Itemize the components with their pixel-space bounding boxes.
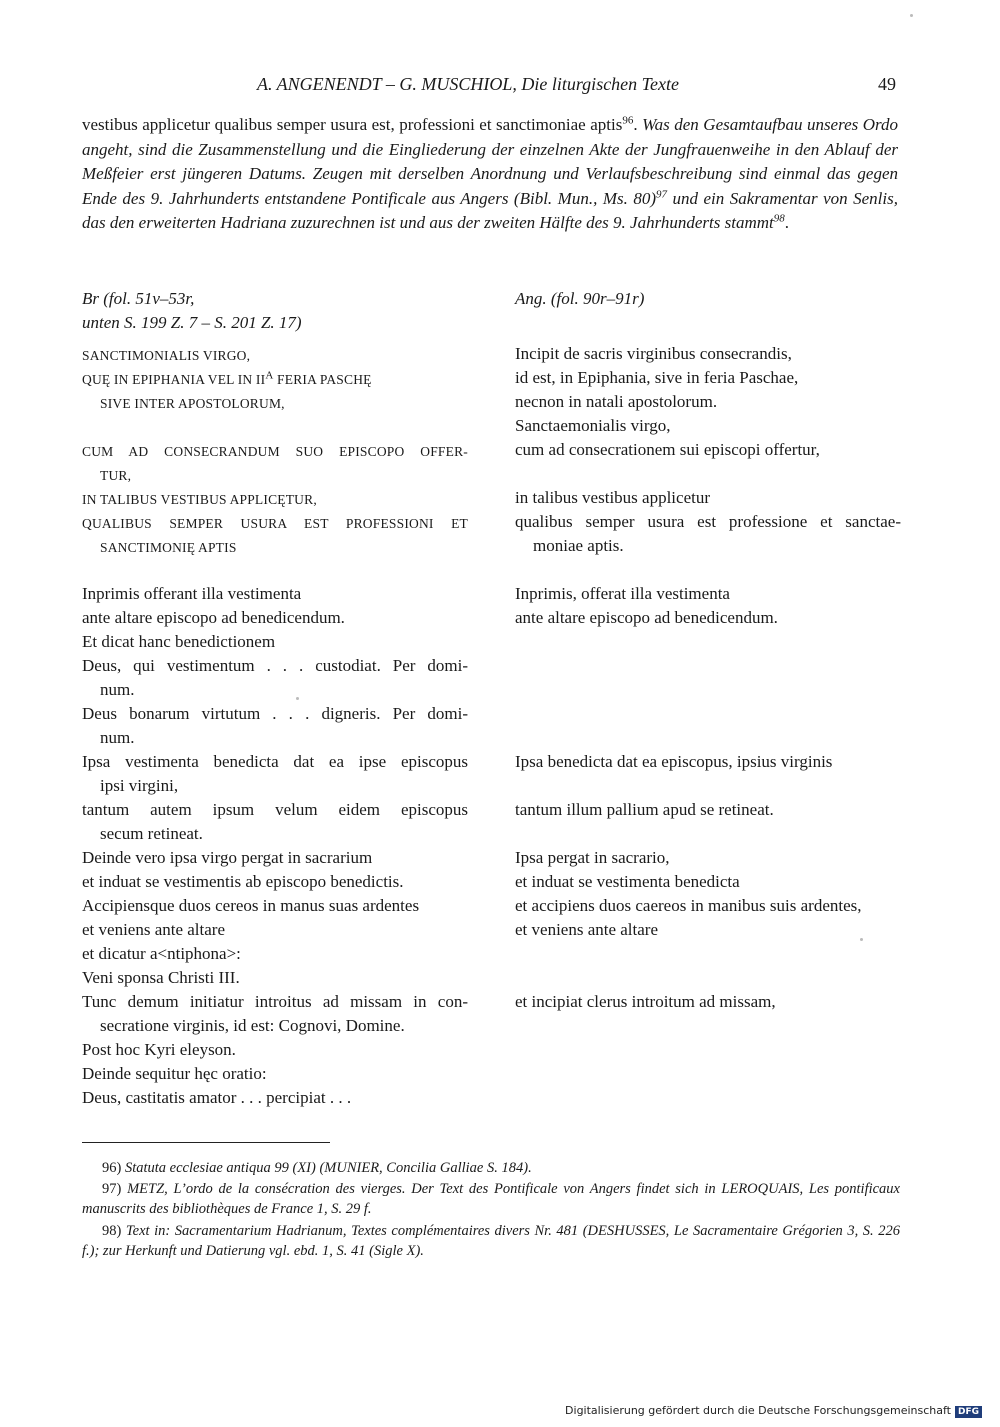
left-line: QUALIBUS SEMPER USURA EST PROFESSIONI ET	[82, 516, 468, 531]
footnote-ref-97[interactable]: 97	[656, 188, 668, 201]
left-line: secum retineat.	[100, 824, 203, 843]
footnote-number: 97)	[102, 1181, 122, 1197]
left-line: num.	[100, 728, 135, 747]
right-line: in talibus vestibus applicetur	[515, 488, 710, 507]
left-line: Veni sponsa Christi III.	[82, 968, 240, 987]
intro-text-3: und ein Sakramentar von Senlis, das den erweiterten Hadriana zuzurechnen ist und aus der zweiten Hälfte des 9. Jahrhunderts stammt	[82, 188, 898, 233]
left-line: CUM AD CONSECRANDUM SUO EPISCOPO OFFER-	[82, 444, 468, 459]
intro-text-1: vestibus applicetur qualibus semper usura est, professioni et sanctimoniae aptis	[82, 115, 623, 134]
left-line: Inprimis offerant illa vestimenta	[82, 584, 302, 603]
left-line: Deinde sequitur hęc oratio:	[82, 1064, 267, 1083]
right-line: et incipiat clerus introitum ad missam,	[515, 992, 776, 1011]
credit-text: Digitalisierung gefördert durch die Deutsche Forschungsgemeinschaft	[565, 1404, 951, 1417]
footnote-ref-98[interactable]: 98	[773, 212, 785, 225]
intro-text-1-end: .	[633, 115, 638, 134]
left-line: SANCTIMONIĘ APTIS	[100, 540, 237, 555]
right-line: Ipsa pergat in sacrario,	[515, 848, 670, 867]
left-line: Et dicat hanc benedictionem	[82, 632, 276, 651]
footnote-text: METZ, L’ordo de la consécration des vierges. Der Text des Pontificale von Angers findet sich in LEROQUAIS, Les pontificaux manuscrits des bibliothèques de France 1, S. 29 f.	[82, 1181, 900, 1217]
scan-speck	[910, 14, 913, 17]
right-line: Ipsa benedicta dat ea episcopus, ipsius virginis	[515, 752, 833, 771]
left-line: ipsi virgini,	[100, 776, 179, 795]
right-column-heading: Ang. (fol. 90r–91r)	[515, 289, 645, 308]
left-line: SANCTIMONIALIS VIRGO,	[82, 348, 251, 363]
left-line: et dicatur a<ntiphona>:	[82, 944, 241, 963]
footnote-text: Statuta ecclesiae antiqua 99 (XI) (MUNIER, Concilia Galliae S. 184).	[124, 1160, 532, 1176]
left-line: ante altare episcopo ad benedicendum.	[82, 608, 345, 627]
left-line: QUĘ IN EPIPHANIA VEL IN $II^A$ FERIA PASCHĘ	[82, 369, 372, 387]
running-header	[0, 74, 1000, 100]
left-line: Accipiensque duos cereos in manus suas ardentes	[82, 896, 420, 915]
intro-text-2: Was den Gesamtaufbau unseres Ordo angeht, sind die Zusammenstellung und die Eingliederung der einzelnen Akte der Jungfrauenweihe in den Ablauf der Meßfeier erst jüngeren Datums. Zeugen mit derselben Anordnung und Verlaufsbeschreibung sind einmal das gegen Ende des 9. Jahrhunderts entstandene Pontificale aus Angers (Bibl. Mun., Ms. 80)	[82, 115, 898, 208]
left-line: Post hoc Kyri eleyson.	[82, 1040, 236, 1059]
right-line: ante altare episcopo ad benedicendum.	[515, 608, 778, 627]
footnote-number: 98)	[102, 1223, 122, 1239]
left-line: et veniens ante altare	[82, 920, 226, 939]
footnote-ref-96[interactable]: 96	[622, 114, 634, 127]
intro-paragraph	[82, 113, 898, 236]
right-line: tantum illum pallium apud se retineat.	[515, 800, 774, 819]
right-line: cum ad consecrationem sui episcopi offertur,	[515, 440, 820, 459]
right-line: qualibus semper usura est professione et sanctae-	[515, 512, 901, 531]
left-column-heading-2: unten S. 199 Z. 7 – S. 201 Z. 17)	[82, 313, 302, 332]
footnote-96	[82, 1158, 900, 1178]
right-line: Incipit de sacris virginibus consecrandis,	[515, 344, 792, 363]
left-line: secratione virginis, id est: Cognovi, Domine.	[100, 1016, 405, 1035]
scan-speck	[860, 938, 863, 941]
digitization-credit	[565, 1404, 982, 1418]
right-line: Sanctaemonialis virgo,	[515, 416, 671, 435]
left-line: IN TALIBUS VESTIBUS APPLICĘTUR,	[82, 492, 317, 507]
right-line: et induat se vestimenta benedicta	[515, 872, 740, 891]
footnote-97	[82, 1179, 900, 1219]
left-line: Deinde vero ipsa virgo pergat in sacrarium	[82, 848, 373, 867]
superscript: A	[265, 369, 274, 382]
left-line: num.	[100, 680, 135, 699]
left-column-heading-1: Br (fol. 51v–53r,	[82, 289, 195, 308]
right-line: necnon in natali apostolorum.	[515, 392, 718, 411]
right-line: moniae aptis.	[533, 536, 624, 555]
right-line: et accipiens duos caereos in manibus suis ardentes,	[515, 896, 862, 915]
intro-text-end: .	[784, 213, 790, 233]
footnote-98	[82, 1221, 900, 1261]
footnote-text: Text in: Sacramentarium Hadrianum, Textes complémentaires divers Nr. 481 (DESHUSSES, Le Sacramentaire Grégorien 3, S. 226 f.); zur Herkunft und Datierung vgl. ebd. 1, S. 41 (Sigle X).	[82, 1223, 900, 1259]
left-line: Deus, castitatis amator . . . percipiat . . .	[82, 1088, 352, 1107]
footnote-separator	[82, 1142, 330, 1143]
left-line: Deus, qui vestimentum . . . custodiat. Per domi-	[82, 656, 468, 675]
running-title: A. ANGENENDT – G. MUSCHIOL, Die liturgischen Texte	[257, 74, 679, 94]
footnote-number: 96)	[102, 1160, 122, 1176]
left-line: TUR,	[100, 468, 132, 483]
dfg-logo: DFG	[955, 1406, 982, 1418]
left-line: Tunc demum initiatur introitus ad missam in con-	[82, 992, 468, 1011]
left-line: Deus bonarum virtutum . . . digneris. Per domi-	[82, 704, 468, 723]
right-line: et veniens ante altare	[515, 920, 659, 939]
scan-speck	[296, 697, 299, 700]
left-line: et induat se vestimentis ab episcopo benedictis.	[82, 872, 404, 891]
left-line: tantum autem ipsum velum eidem episcopus	[82, 800, 468, 819]
left-line: SIVE INTER APOSTOLORUM,	[100, 396, 285, 411]
right-line: Inprimis, offerat illa vestimenta	[515, 584, 730, 603]
left-line: Ipsa vestimenta benedicta dat ea ipse episcopus	[82, 752, 468, 771]
page-number: 49	[878, 74, 896, 94]
right-line: id est, in Epiphania, sive in feria Paschae,	[515, 368, 799, 387]
